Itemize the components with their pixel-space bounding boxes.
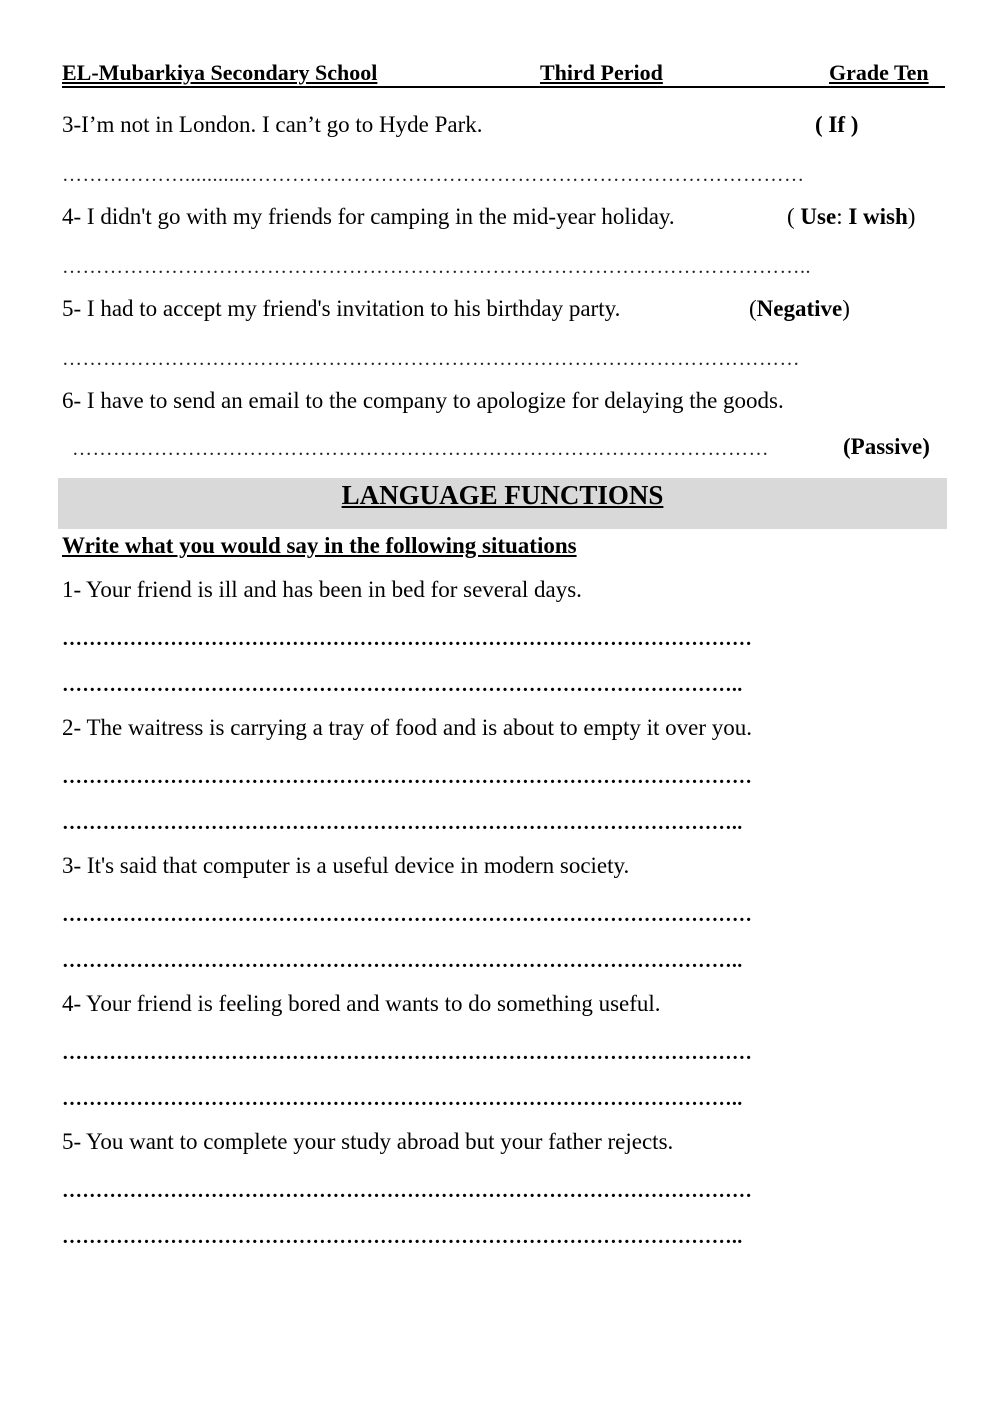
header-rule	[62, 86, 945, 88]
situation-5-answer-line-2[interactable]: ………………………………………………………………………………………..	[62, 1226, 743, 1248]
answer-line-5[interactable]: ………………………………………………………………………………………………	[62, 348, 800, 370]
situation-3: 3- It's said that computer is a useful device in modern society.	[62, 853, 630, 878]
situation-5-answer-line-1[interactable]: …………………………………………………………………………………………	[62, 1180, 753, 1202]
situation-4: 4- Your friend is feeling bored and wants to do something useful.	[62, 991, 661, 1016]
period-label: Third Period	[540, 60, 663, 85]
situation-2-answer-line-2[interactable]: ………………………………………………………………………………………..	[62, 812, 743, 834]
grammar-question-6: 6- I have to send an email to the company to apologize for delaying the goods.	[62, 388, 784, 413]
grammar-question-4: 4- I didn't go with my friends for camping in the mid-year holiday.	[62, 204, 675, 229]
answer-line-3[interactable]: ………………............………………………………………………………………………	[62, 164, 805, 186]
situation-1-answer-line-2[interactable]: ………………………………………………………………………………………..	[62, 674, 743, 696]
grade-label: Grade Ten	[829, 60, 929, 85]
section-instruction: Write what you would say in the following situations	[62, 533, 577, 558]
situation-1: 1- Your friend is ill and has been in bed for several days.	[62, 577, 582, 602]
grammar-question-5: 5- I had to accept my friend's invitation to his birthday party.	[62, 296, 621, 321]
situation-2-answer-line-1[interactable]: …………………………………………………………………………………………	[62, 766, 753, 788]
school-name: EL-Mubarkiya Secondary School	[62, 60, 378, 85]
section-title: LANGUAGE FUNCTIONS	[341, 480, 664, 510]
grammar-question-3: 3-I’m not in London. I can’t go to Hyde Park.	[62, 112, 483, 137]
answer-line-6[interactable]: …………………………………………………………………………………………	[72, 438, 769, 460]
situation-2: 2- The waitress is carrying a tray of food and is about to empty it over you.	[62, 715, 753, 740]
situation-1-answer-line-1[interactable]: …………………………………………………………………………………………	[62, 628, 753, 650]
grammar-cue-4: ( Use: I wish)	[787, 204, 916, 229]
grammar-cue-5: (Negative)	[749, 296, 850, 321]
situation-5: 5- You want to complete your study abroad but your father rejects.	[62, 1129, 674, 1154]
grammar-cue-3: ( If )	[815, 112, 859, 137]
situation-4-answer-line-1[interactable]: …………………………………………………………………………………………	[62, 1042, 753, 1064]
situation-4-answer-line-2[interactable]: ………………………………………………………………………………………..	[62, 1088, 743, 1110]
grammar-cue-6: (Passive)	[843, 434, 930, 459]
situation-3-answer-line-1[interactable]: …………………………………………………………………………………………	[62, 904, 753, 926]
answer-line-4[interactable]: ………………………………………………………………………………………………..	[62, 256, 811, 278]
situation-3-answer-line-2[interactable]: ………………………………………………………………………………………..	[62, 950, 743, 972]
